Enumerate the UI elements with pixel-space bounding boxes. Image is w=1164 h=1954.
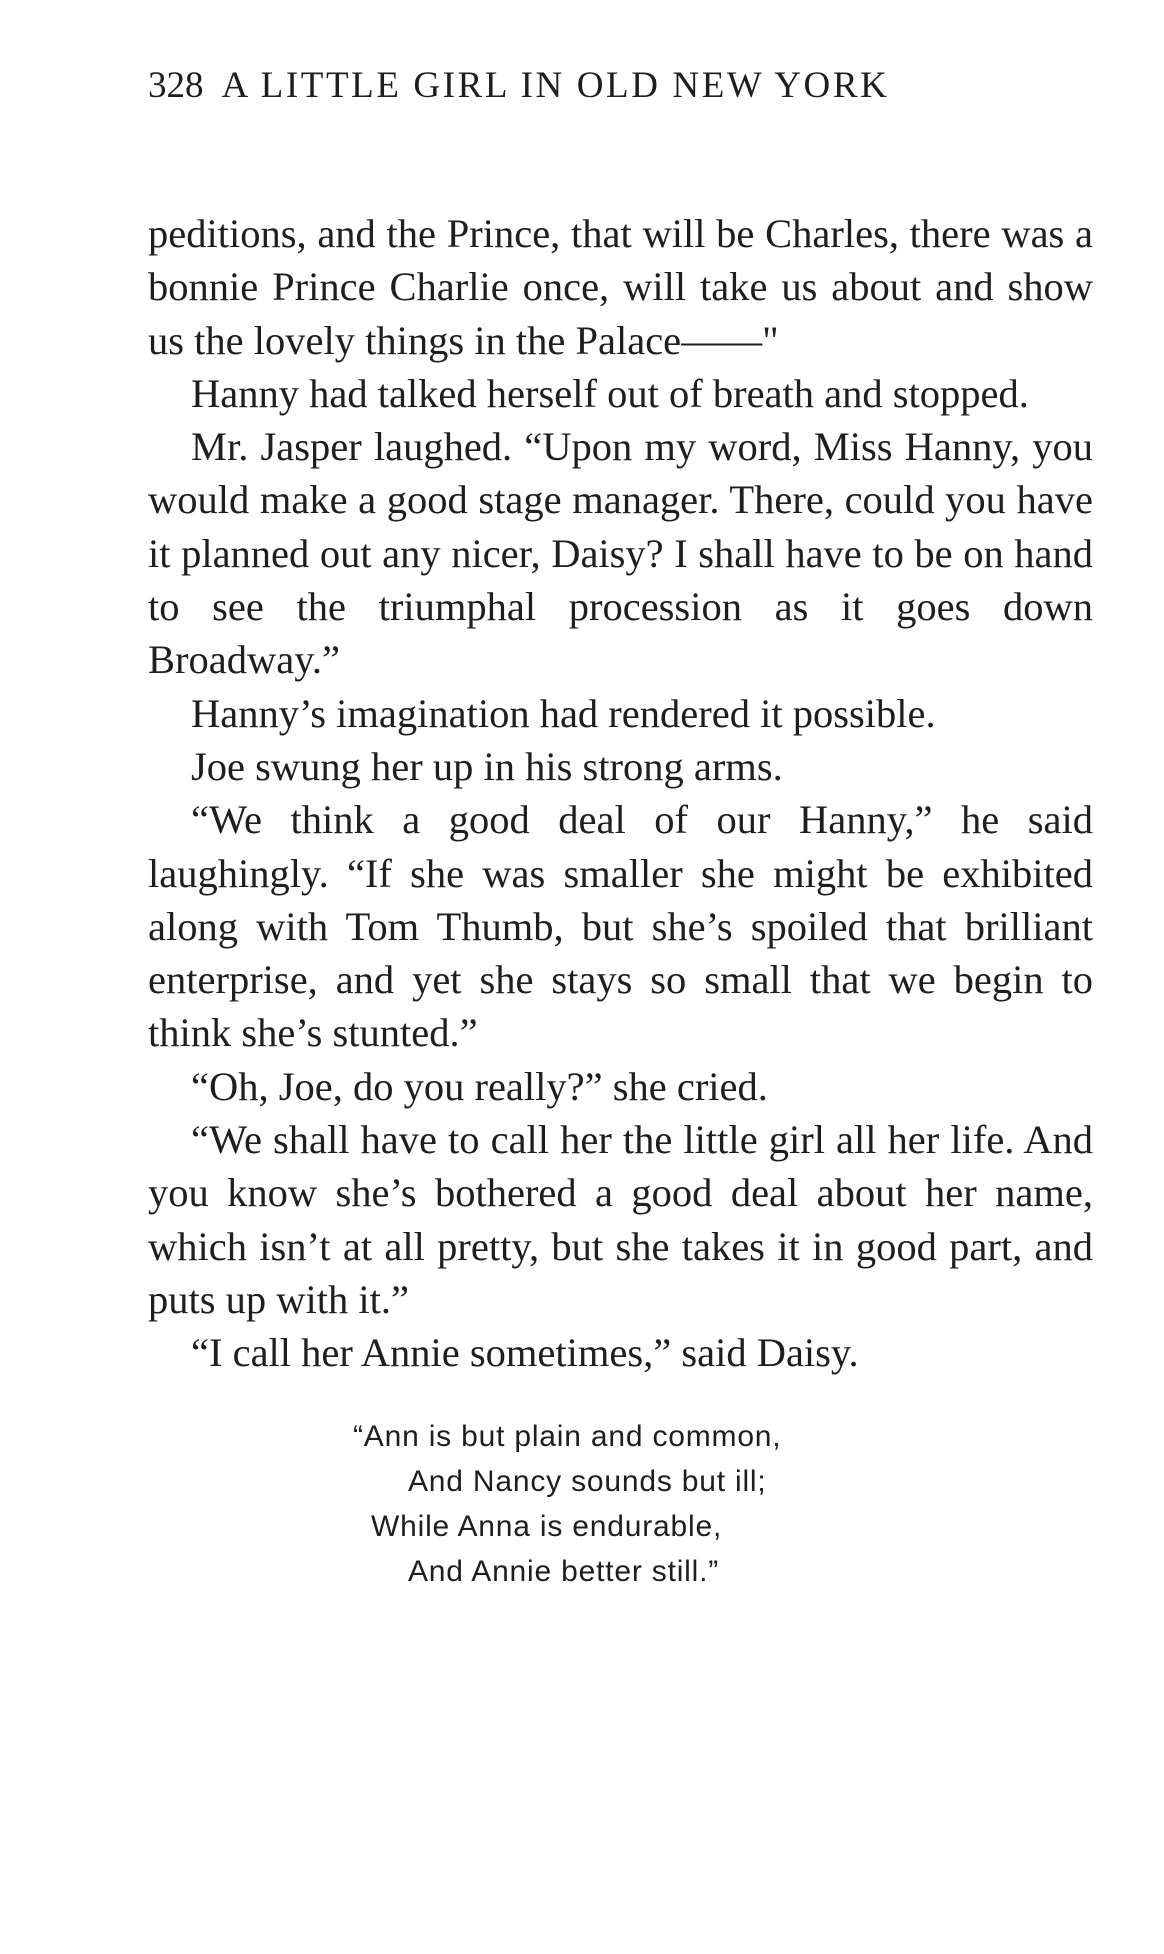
paragraph: “We think a good deal of our Hanny,” he said laughingly. “If she was smaller she might be exhibited along with Tom Thumb, but she’s spoiled that brilliant enterprise, and yet she stays so small that we begin to think she’s stunted.”	[148, 797, 1093, 1056]
running-head	[148, 58, 1093, 114]
page-number: 328	[148, 65, 204, 106]
paragraph: Hanny’s imagination had rendered it possible.	[191, 690, 936, 736]
verse-line: While Anna is endurable,	[371, 1509, 723, 1543]
verse-line: “Ann is but plain and common,	[353, 1419, 782, 1453]
book-page	[148, 58, 1093, 1594]
paragraph: Joe swung her up in his strong arms.	[191, 743, 783, 789]
running-title: A LITTLE GIRL IN OLD NEW YORK	[221, 65, 890, 106]
verse-quotation	[353, 1414, 1093, 1594]
body-text	[148, 207, 1093, 1380]
verse-line: And Nancy sounds but ill;	[408, 1464, 767, 1498]
verse-line: And Annie better still.”	[408, 1554, 720, 1588]
paragraph: Mr. Jasper laughed. “Upon my word, Miss Hanny, you would make a good stage manager. There, could you have it planned out any nicer, Daisy? I shall have to be on hand to see the triumphal procession as it goes down Broadway.”	[148, 424, 1093, 683]
paragraph: “I call her Annie sometimes,” said Daisy.	[191, 1330, 859, 1376]
paragraph: peditions, and the Prince, that will be Charles, there was a bonnie Prince Charlie once, will take us about and show us the lovely things in the Palace——"	[148, 211, 1093, 363]
paragraph: “We shall have to call her the little girl all her life. And you know she’s bothered a good deal about her name, which isn’t at all pretty, but she takes it in good part, and puts up with it.”	[148, 1117, 1093, 1322]
paragraph: Hanny had talked herself out of breath and stopped.	[191, 370, 1029, 416]
paragraph: “Oh, Joe, do you really?” she cried.	[191, 1063, 768, 1109]
